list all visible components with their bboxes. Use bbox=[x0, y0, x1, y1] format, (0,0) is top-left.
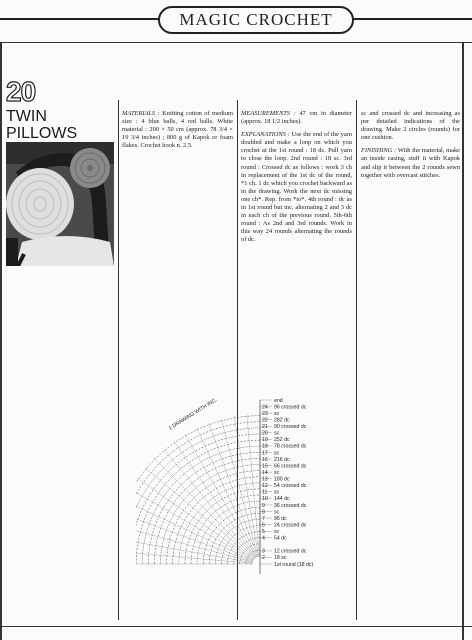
measurements-text: 47 cm in diameter (approx. 18 1/2 inches). bbox=[241, 110, 352, 126]
diagram-stitch-line bbox=[136, 489, 253, 560]
finishing-text: With the material, make an inside casing, stuff it with Kapok and slip it between the 2 rounds sewn together with overcast stitches. bbox=[361, 147, 461, 179]
materials-label: MATERIALS : bbox=[122, 110, 160, 117]
materials-text: Knitting cotton of medium size : 4 blue balls, 4 red balls. White material : 200 × 50 cm (approx. 78 3/4 × 19 3/4 inches) ; 800 g of Kapok or foam flakes. Crochet hook n. 2.5. bbox=[122, 110, 233, 150]
frame-left-rule bbox=[0, 42, 2, 640]
diagram-row-label: 78 crossed dc bbox=[274, 443, 307, 450]
diagram-row-label: 96 crossed dc bbox=[274, 404, 307, 411]
crochet-diagram bbox=[136, 392, 356, 582]
diagram-row-label: sc bbox=[274, 489, 280, 496]
diagram-stitch-line bbox=[136, 501, 253, 561]
diagram-row-label: sc bbox=[274, 469, 280, 476]
diagram-row-number: 17 bbox=[262, 450, 268, 457]
diagram-row-number: 2 bbox=[262, 555, 265, 562]
diagram-row-label: 18 sc bbox=[274, 555, 287, 562]
diagram-stitch-line bbox=[234, 416, 259, 556]
diagram-row-number: 14 bbox=[262, 469, 268, 476]
diagram-ring bbox=[136, 428, 260, 564]
column-separator bbox=[356, 100, 357, 620]
diagram-row-number: 3 bbox=[262, 548, 265, 555]
column-separator bbox=[118, 100, 119, 620]
diagram-row-number: 7 bbox=[262, 515, 265, 522]
materials-column bbox=[122, 110, 233, 155]
diagram-stitch-line bbox=[136, 538, 252, 563]
diagram-row-label: 144 dc bbox=[274, 496, 290, 503]
article-title bbox=[6, 108, 77, 142]
diagram-row-number: 21 bbox=[262, 424, 268, 431]
explanations-text: Use the end of the yarn doubled and make a loop on which you crochet at the 1st round : 18 dc. Pull yarn to close the loop. 2nd round : 18 sc. 3rd round : Crossed dc as follows : work 3 ch in replacement of the 1st dc of the round, *1 ch. 1 dc which you crochet backward as in the drawing. Work the next dc missing one ch*. Rep. from *to*. 4th round : dc as in 1st round but inc. alternating 2 and 3 dc in each ch of the previous round. 5th-6th round : As 2nd and 3rd rounds. Work in this way 24 rounds alternating the rounds of dc. bbox=[241, 131, 352, 244]
diagram-arc-label: 1 DRAWING WITH INC. bbox=[167, 397, 219, 432]
frame-top-rule bbox=[0, 42, 472, 43]
diagram-row-number: 6 bbox=[262, 522, 265, 529]
diagram-stitch-line bbox=[209, 423, 258, 556]
finishing-paragraph bbox=[361, 147, 460, 179]
diagram-rings bbox=[136, 400, 260, 574]
diagram-row-label: sc bbox=[274, 529, 280, 535]
diagram-row-number: 12 bbox=[262, 483, 268, 490]
diagram-stitch-line bbox=[197, 428, 257, 557]
diagram-row-number: 8 bbox=[262, 509, 265, 516]
diagram-row-label: end bbox=[274, 397, 283, 404]
diagram-row-label: 216 dc bbox=[274, 456, 290, 463]
diagram-row-label: sc bbox=[274, 509, 280, 516]
diagram-row-number: 15 bbox=[262, 463, 268, 470]
diagram-stitch-line bbox=[247, 415, 259, 556]
diagram-row-number: 13 bbox=[262, 476, 268, 483]
diagram-row-label: sc bbox=[274, 410, 280, 417]
diagram-stitch-line bbox=[137, 478, 253, 559]
diagram-row-label: 66 crossed dc bbox=[274, 463, 307, 470]
frame-right-rule bbox=[462, 42, 464, 640]
diagram-stitch-line bbox=[154, 458, 254, 558]
diagram-row-label: 90 crossed dc bbox=[274, 424, 307, 431]
frame-bottom-rule bbox=[0, 626, 472, 627]
diagram-row-label: 54 dc bbox=[274, 535, 287, 542]
diagram-row-number: 19 bbox=[262, 437, 268, 444]
diagram-row-label: 12 crossed dc bbox=[274, 548, 307, 555]
diagram-row-label: 54 crossed dc bbox=[274, 483, 307, 490]
measurements-label: MEASUREMENTS : bbox=[241, 110, 296, 117]
article-title-line: PILLOWS bbox=[6, 125, 78, 142]
diagram-stitch-line bbox=[145, 468, 254, 559]
diagram-row-label: 96 dc bbox=[274, 515, 287, 522]
diagram-row-number: 4 bbox=[262, 535, 265, 542]
diagram-row-label: 36 crossed dc bbox=[274, 502, 307, 509]
diagram-row-number: 10 bbox=[262, 496, 268, 503]
pillow-photo bbox=[6, 142, 114, 266]
header-banner bbox=[158, 6, 354, 34]
diagram-row-label: 282 dc bbox=[274, 417, 290, 424]
diagram-row-number: 24 bbox=[262, 404, 268, 411]
explanations-paragraph bbox=[241, 131, 352, 244]
explanations-column bbox=[241, 110, 352, 250]
diagram-stitch-line bbox=[174, 441, 255, 557]
explanations-label: EXPLANATIONS : bbox=[241, 131, 290, 139]
diagram-row-label: 252 dc bbox=[274, 437, 290, 444]
finishing-column bbox=[361, 110, 460, 185]
diagram-row-number: 20 bbox=[262, 430, 268, 437]
diagram-ring bbox=[136, 422, 260, 564]
pillow-photo-image bbox=[6, 142, 114, 266]
diagram-row-number: 22 bbox=[262, 417, 268, 424]
diagram-row-number: 16 bbox=[262, 456, 268, 463]
measurements-paragraph bbox=[241, 110, 352, 126]
diagram-row-label: 180 dc bbox=[274, 476, 290, 483]
diagram-stitch-line bbox=[164, 449, 255, 558]
magazine-title: MAGIC CROCHET bbox=[179, 10, 333, 29]
header-rule-right bbox=[352, 18, 472, 20]
continuation-paragraph: sc and crossed dc and increasing as per detailed indications of the drawing. Make 2 circles (rounds) for one cushion. bbox=[361, 110, 460, 142]
diagram-row-number: 23 bbox=[262, 410, 268, 417]
diagram-row-label: 24 crossed dc bbox=[274, 522, 307, 529]
diagram-row-number: 18 bbox=[262, 443, 268, 450]
diagram-row-label: sc bbox=[274, 450, 280, 457]
article-number: 20 bbox=[6, 76, 36, 107]
diagram-row-label: 1st round (18 dc) bbox=[274, 561, 314, 568]
diagram-row-label: sc bbox=[274, 430, 280, 437]
diagram-row-number: 9 bbox=[262, 502, 265, 509]
article-title-line: TWIN bbox=[6, 108, 47, 125]
diagram-row-labels bbox=[260, 398, 313, 568]
finishing-label: FINISHING : bbox=[361, 147, 397, 155]
header-rule-left bbox=[0, 18, 160, 20]
materials-paragraph bbox=[122, 110, 233, 150]
diagram-row-number: 11 bbox=[262, 489, 268, 496]
diagram-stitch-line bbox=[221, 419, 258, 556]
diagram-row-number: 5 bbox=[262, 529, 265, 535]
